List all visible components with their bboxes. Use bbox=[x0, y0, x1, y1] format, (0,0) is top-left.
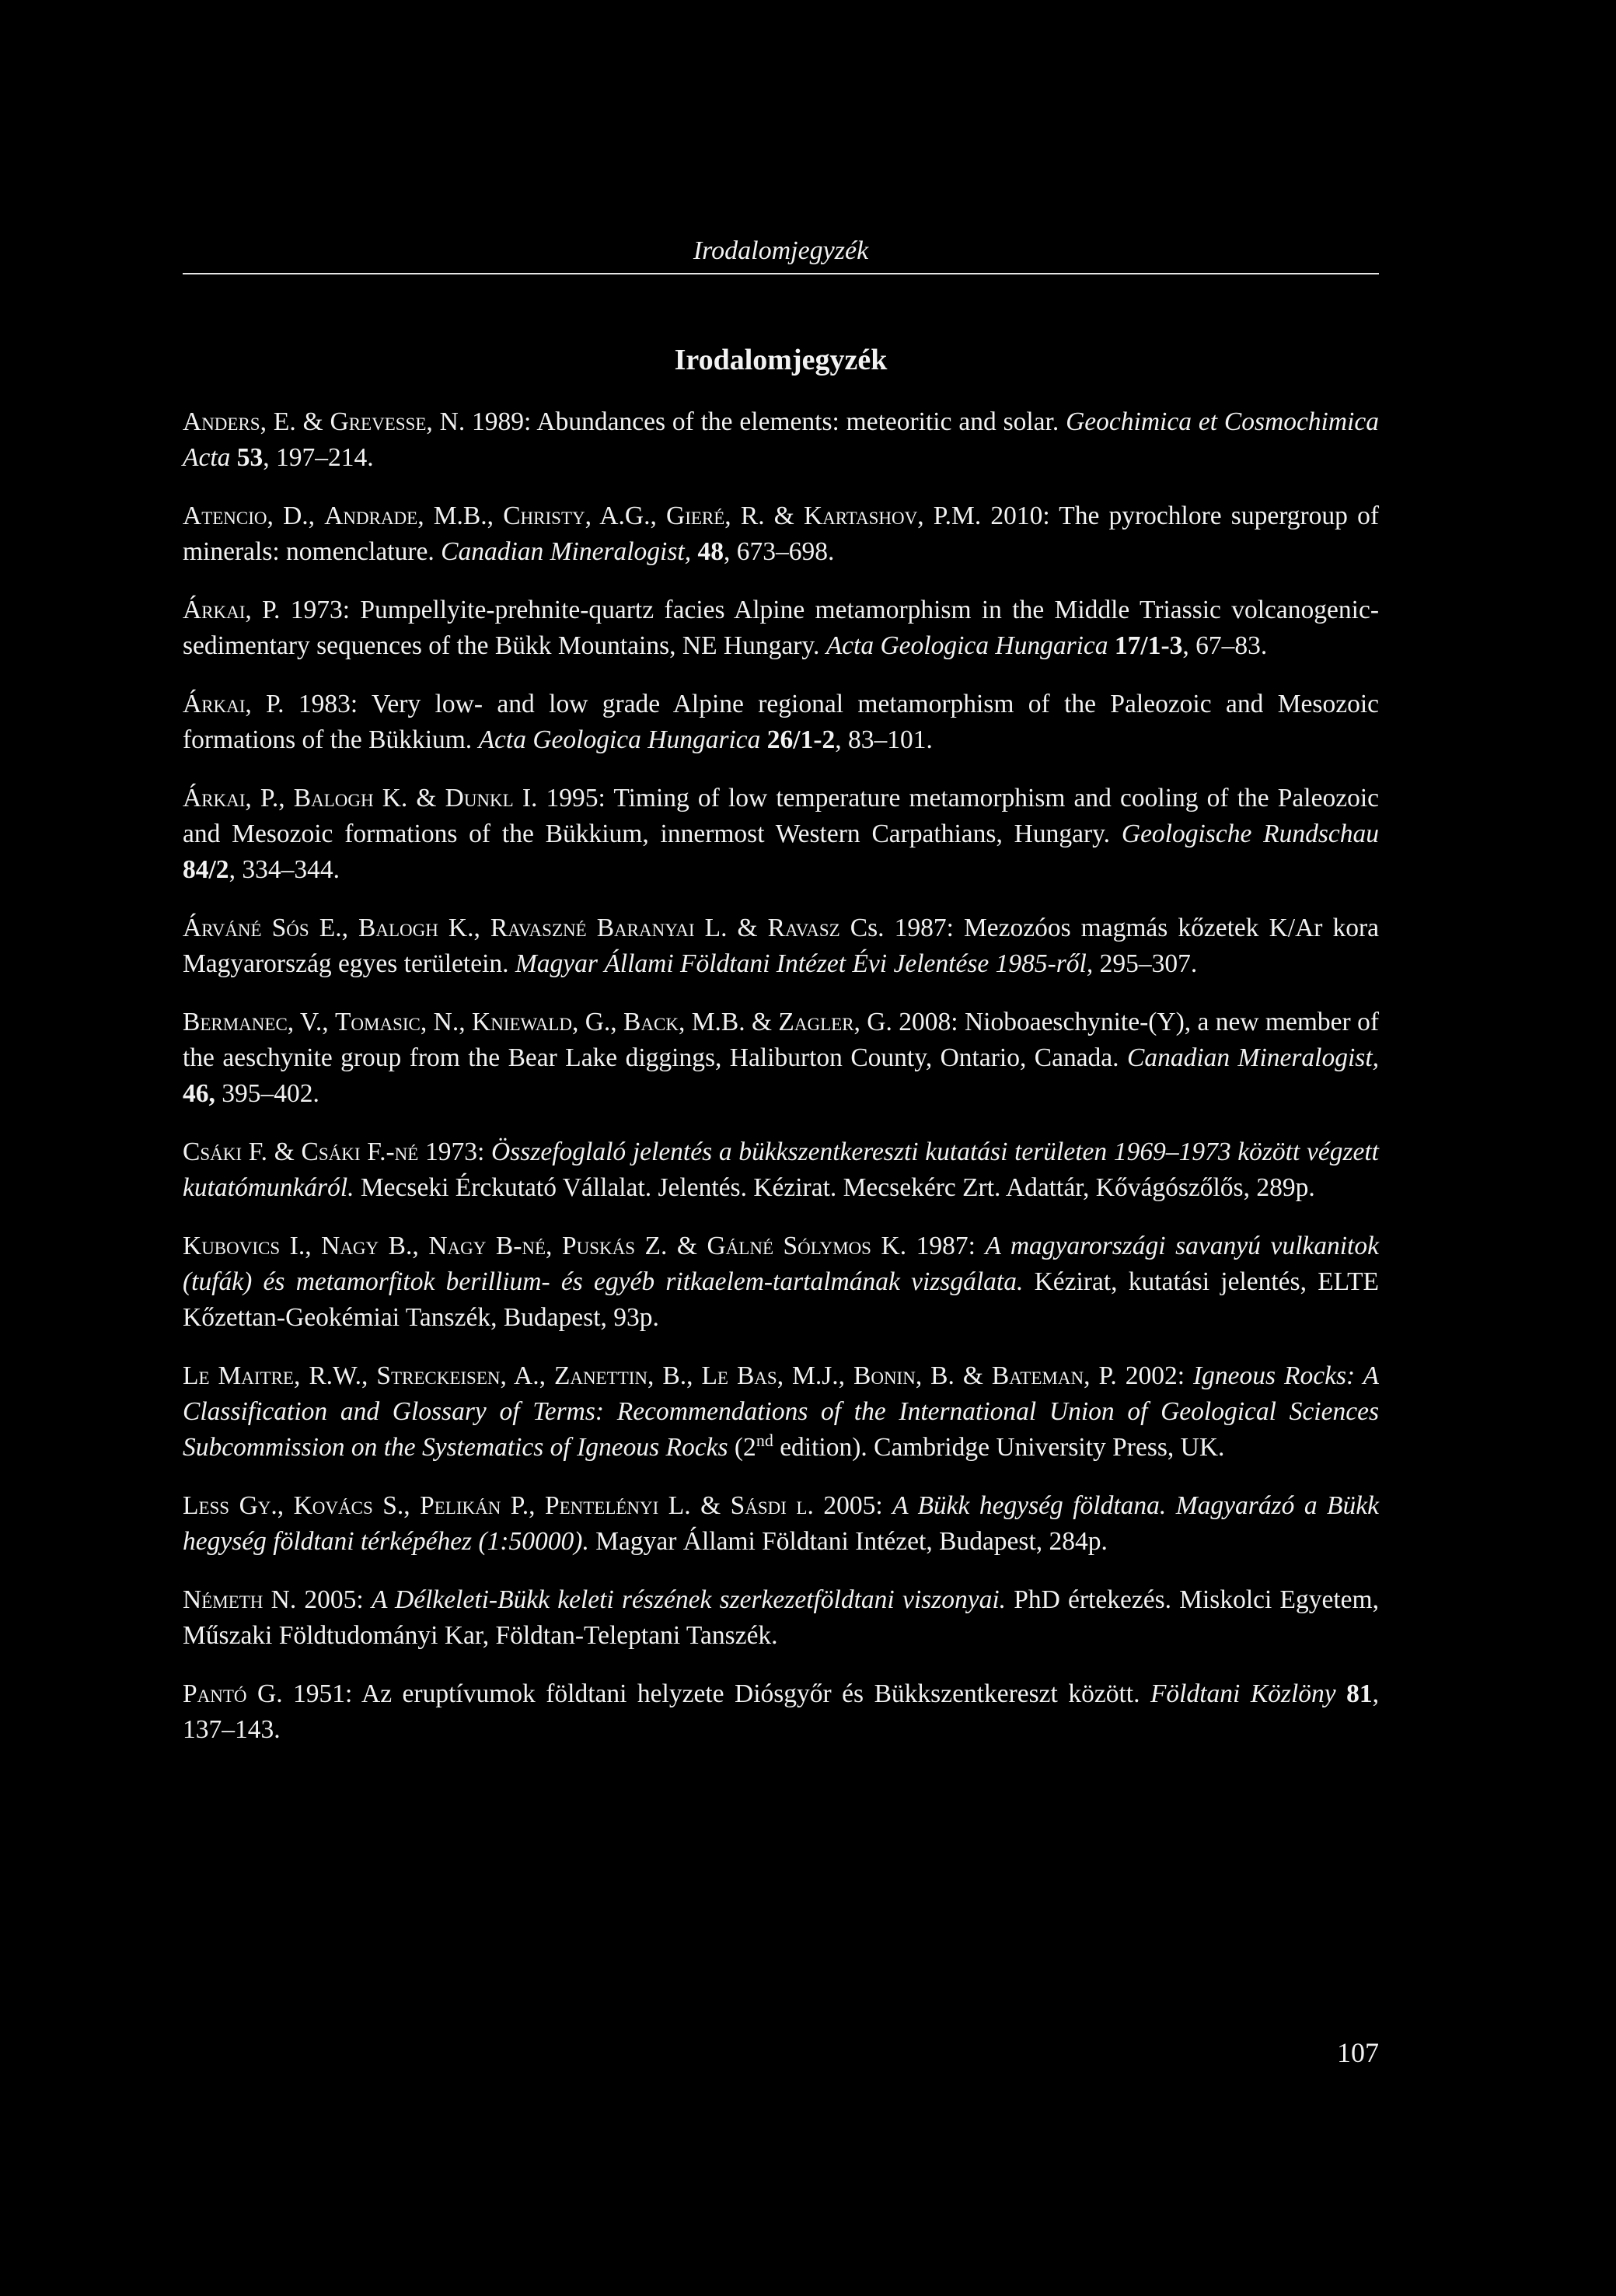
author-name: Németh bbox=[183, 1585, 264, 1614]
reference-text: I. 1995: Timing of low temperature metamorphism and cooling of the Paleozoic and Mesozoic formations of the Bükkium, innermost Western Carpathians, Hungary. bbox=[183, 784, 1380, 848]
publication-title: A magyarországi savanyú vulkanitok (tufák) és metamorfitok berillium- és egyéb ritkaelem-tartalmának vizsgálata. bbox=[183, 1232, 1379, 1296]
author-name: Le Maitre bbox=[183, 1361, 294, 1390]
reference-entry bbox=[183, 498, 1379, 570]
publication-title: Geologische Rundschau bbox=[1121, 820, 1380, 848]
reference-text: , P.M. 2010: The pyrochlore supergroup of minerals: nomenclature. bbox=[183, 501, 1379, 566]
reference-text bbox=[230, 443, 236, 472]
author-name: Pantó bbox=[183, 1679, 247, 1708]
author-name: Puskás bbox=[561, 1232, 635, 1260]
publication-title: Canadian Mineralogist, bbox=[1126, 1043, 1380, 1072]
author-name: Nagy bbox=[428, 1232, 487, 1260]
author-name: Atencio bbox=[183, 501, 267, 530]
author-name: Sásdi bbox=[730, 1491, 787, 1520]
reference-text: , V., bbox=[287, 1008, 335, 1036]
reference-entry bbox=[183, 910, 1379, 982]
author-name: Christy bbox=[503, 501, 585, 530]
reference-text: , P. 1973: Pumpellyite-prehnite-quartz facies Alpine metamorphism in the Middle Triassic volcanogenic-sedimentary sequences of the Bükk Mountains, NE Hungary. bbox=[183, 596, 1379, 660]
publication-title: Földtani Közlöny bbox=[1150, 1679, 1336, 1708]
publication-title: Igneous Rocks: A Classification and Glossary of Terms: Recommendations of the International Union of Geological Sciences Subcommission on the Systematics of Igneous Rocks bbox=[183, 1361, 1379, 1462]
reference-text: B., bbox=[379, 1232, 429, 1260]
author-name: Nagy bbox=[321, 1232, 379, 1260]
reference-text: (2 bbox=[728, 1433, 756, 1462]
reference-text: , A., bbox=[500, 1361, 554, 1390]
reference-text: Z. & bbox=[635, 1232, 707, 1260]
author-name: Kartashov bbox=[803, 501, 918, 530]
reference-entry bbox=[183, 1358, 1379, 1466]
author-name: Balogh bbox=[358, 914, 438, 942]
author-name: Grevesse bbox=[330, 407, 427, 436]
author-name: Pelikán bbox=[420, 1491, 501, 1520]
volume-number: 26/1-2 bbox=[766, 725, 836, 754]
reference-text: G. 1951: Az eruptívumok földtani helyzete Diósgyőr és Bükkszentkereszt között. bbox=[246, 1679, 1150, 1708]
volume-number: 48 bbox=[697, 537, 724, 566]
reference-text: Magyar Állami Földtani Intézet, Budapest, 284p. bbox=[588, 1527, 1108, 1556]
reference-text: , 137–143. bbox=[183, 1679, 1380, 1744]
author-name: Dunkl bbox=[445, 784, 514, 813]
reference-text: K., bbox=[438, 914, 490, 942]
reference-text: , B. & bbox=[915, 1361, 992, 1390]
reference-entry bbox=[183, 1228, 1379, 1336]
publication-title: Összefoglaló jelentés a bükkszentkereszti kutatási területen 1969–1973 között végzett kutatómunkáról. bbox=[183, 1138, 1379, 1202]
reference-text: , R. & bbox=[724, 501, 804, 530]
author-name: Back bbox=[623, 1008, 679, 1036]
reference-text: , 197–214. bbox=[263, 443, 374, 472]
reference-text: N. 2005: bbox=[263, 1585, 372, 1614]
reference-entry bbox=[183, 1582, 1379, 1654]
author-name: Kubovics bbox=[183, 1232, 281, 1260]
reference-text: , 673–698. bbox=[723, 537, 835, 566]
reference-text: . 2005: bbox=[807, 1491, 893, 1520]
publication-title: A Délkeleti-Bükk keleti részének szerkezetföldtani viszonyai. bbox=[371, 1585, 1006, 1614]
reference-text: , 67–83. bbox=[1182, 631, 1268, 660]
reference-entry bbox=[183, 592, 1379, 664]
publication-title: Acta Geologica Hungarica bbox=[478, 725, 761, 754]
author-name: Zagler bbox=[778, 1008, 854, 1036]
volume-number: 17/1-3 bbox=[1114, 631, 1183, 660]
publication-title: Acta Geologica Hungarica bbox=[825, 631, 1108, 660]
reference-text bbox=[787, 1491, 796, 1520]
reference-text: , M.B., bbox=[417, 501, 504, 530]
author-name: Le Bas bbox=[701, 1361, 777, 1390]
header-rule bbox=[183, 273, 1379, 274]
page-number: 107 bbox=[1337, 2037, 1379, 2068]
author-name: l bbox=[796, 1491, 808, 1520]
author-name: Ravaszné Baranyai bbox=[490, 914, 695, 942]
reference-text: , M.B. & bbox=[678, 1008, 779, 1036]
reference-entry bbox=[183, 1676, 1379, 1748]
reference-text: P., bbox=[501, 1491, 545, 1520]
reference-text: 295–307. bbox=[1093, 949, 1198, 978]
reference-text: 395–402. bbox=[215, 1079, 319, 1108]
author-name: Bateman bbox=[991, 1361, 1084, 1390]
publication-title: A Bükk hegység földtana. Magyarázó a Bükk hegység földtani térképéhez (1:50000). bbox=[183, 1491, 1380, 1556]
reference-text: , G., bbox=[571, 1008, 624, 1036]
author-name: Bonin bbox=[853, 1361, 916, 1390]
reference-text: F. bbox=[360, 1138, 386, 1166]
reference-entry bbox=[183, 404, 1379, 476]
author-name: Árkai bbox=[183, 784, 246, 813]
reference-text: , bbox=[546, 1232, 562, 1260]
volume-number: 84/2 bbox=[183, 855, 229, 884]
section-title: Irodalomjegyzék bbox=[674, 344, 888, 376]
author-name: Bermanec bbox=[183, 1008, 288, 1036]
author-name: Anders bbox=[183, 407, 260, 436]
reference-text: Mecseki Érckutató Vállalat. Jelentés. Kézirat. Mecsekérc Zrt. Adattár, Kővágószőlős, 289p. bbox=[354, 1173, 1315, 1202]
volume-number: 81 bbox=[1346, 1679, 1373, 1708]
reference-text: K. & bbox=[373, 784, 445, 813]
reference-text: , A.G., bbox=[585, 501, 666, 530]
reference-text: , R.W., bbox=[293, 1361, 377, 1390]
reference-text: E., bbox=[309, 914, 358, 942]
author-name: Árkai bbox=[183, 690, 246, 718]
author-name: Csáki bbox=[301, 1138, 361, 1166]
author-name: Kniewald bbox=[472, 1008, 572, 1036]
reference-text: B bbox=[486, 1232, 514, 1260]
reference-text: 1973: bbox=[418, 1138, 492, 1166]
reference-text bbox=[1336, 1679, 1347, 1708]
author-name: Less Gy bbox=[183, 1491, 271, 1520]
reference-text: , P. 1983: Very low- and low grade Alpine regional metamorphism of the Paleozoic and Mesozoic formations of the Bükkium. bbox=[183, 690, 1379, 754]
author-name: Gálné Sólymos bbox=[707, 1232, 871, 1260]
author-name: Tomasic bbox=[334, 1008, 421, 1036]
reference-text: I., bbox=[280, 1232, 322, 1260]
reference-text: , E. & bbox=[260, 407, 330, 436]
reference-text: Cs. 1987: Mezozóos magmás kőzetek K/Ar kora Magyarország egyes területein. bbox=[183, 914, 1380, 978]
reference-entry bbox=[183, 1488, 1379, 1560]
reference-entry bbox=[183, 781, 1379, 888]
reference-text: , 83–101. bbox=[835, 725, 933, 754]
reference-entry bbox=[183, 1005, 1379, 1112]
reference-text: F. & bbox=[242, 1138, 302, 1166]
author-name: Zanettin bbox=[553, 1361, 648, 1390]
reference-text: nd bbox=[756, 1430, 773, 1450]
reference-list bbox=[183, 404, 1379, 1770]
author-name: Árváné Sós bbox=[183, 914, 309, 942]
reference-text: , G. 2008: Nioboaeschynite-(Y), a new member of the aeschynite group from the Bear Lake diggings, Haliburton County, Ontario, Canada. bbox=[183, 1008, 1379, 1072]
running-head: Irodalomjegyzék bbox=[693, 236, 869, 265]
author-name: Ravasz bbox=[767, 914, 840, 942]
reference-text: ., bbox=[270, 1491, 294, 1520]
reference-text: , P. 2002: bbox=[1084, 1361, 1193, 1390]
reference-text bbox=[1108, 631, 1115, 660]
publication-title: Canadian Mineralogist, bbox=[441, 537, 692, 566]
author-name: Andrade bbox=[324, 501, 418, 530]
reference-text: , N., bbox=[420, 1008, 472, 1036]
author-name: Árkai bbox=[183, 596, 246, 624]
reference-text: , 334–344. bbox=[229, 855, 340, 884]
reference-text: , B., bbox=[647, 1361, 702, 1390]
reference-text: , P., bbox=[245, 784, 294, 813]
volume-number: 53 bbox=[236, 443, 264, 472]
reference-text: L. & bbox=[658, 1491, 731, 1520]
reference-text: PhD értekezés. Miskolci Egyetem, Műszaki Földtudományi Kar, Földtan-Teleptani Tanszék. bbox=[183, 1585, 1379, 1650]
reference-text: K. 1987: bbox=[871, 1232, 986, 1260]
author-name: -né bbox=[513, 1232, 546, 1260]
author-name: Gieré bbox=[666, 501, 725, 530]
author-name: Kovács bbox=[293, 1491, 373, 1520]
reference-text: S., bbox=[372, 1491, 421, 1520]
author-name: Streckeisen bbox=[376, 1361, 501, 1390]
reference-text: , M.J., bbox=[777, 1361, 853, 1390]
publication-title: Magyar Állami Földtani Intézet Évi Jelentése 1985-ről, bbox=[515, 949, 1094, 978]
author-name: -né bbox=[386, 1138, 419, 1166]
reference-text: L. & bbox=[694, 914, 768, 942]
reference-text bbox=[760, 725, 766, 754]
publication-title: Geochimica et Cosmochimica Acta bbox=[183, 407, 1379, 472]
reference-text: edition). Cambridge University Press, UK. bbox=[773, 1433, 1225, 1462]
reference-text: , N. 1989: Abundances of the elements: meteoritic and solar. bbox=[426, 407, 1066, 436]
reference-entry bbox=[183, 687, 1379, 758]
author-name: Csáki bbox=[183, 1138, 243, 1166]
volume-number: 46, bbox=[183, 1079, 215, 1108]
reference-entry bbox=[183, 1134, 1379, 1206]
author-name: Pentelényi bbox=[544, 1491, 659, 1520]
reference-text: , D., bbox=[267, 501, 325, 530]
reference-text: Kézirat, kutatási jelentés, ELTE Kőzettan-Geokémiai Tanszék, Budapest, 93p. bbox=[183, 1267, 1379, 1332]
author-name: Balogh bbox=[293, 784, 374, 813]
